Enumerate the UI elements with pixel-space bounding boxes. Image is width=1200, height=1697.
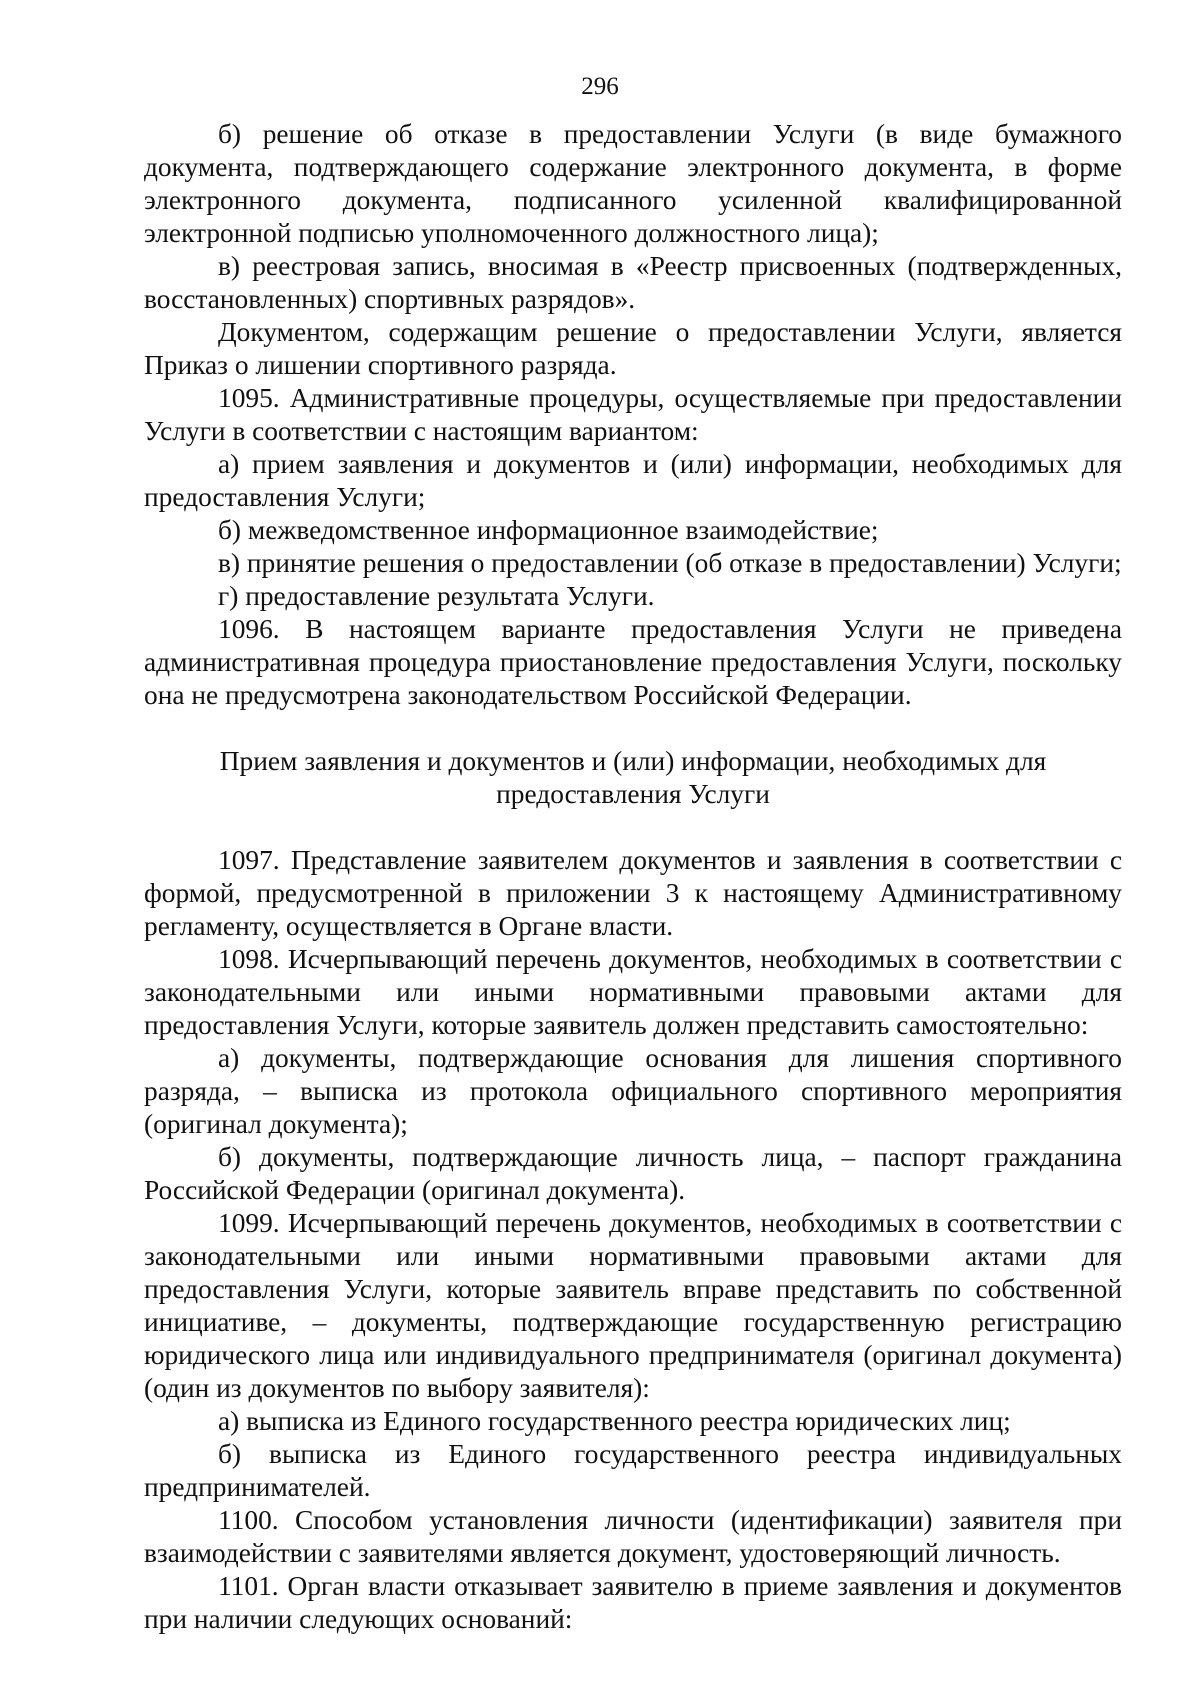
list-item: в) принятие решения о предоставлении (об отказе в предоставлении) Услуги; [218, 548, 1122, 578]
paragraph: б) решение об отказе в предоставлении Услуги (в виде бумажного документа, подтверждающего содержание электронного документа, в форме электронного документа, подписанного усиленной квалифицированной электронной подписью уполномоченного должностного лица); [144, 119, 1122, 248]
paragraph-1097: 1097. Представление заявителем документов и заявления в соответствии с формой, предусмотренной в приложении 3 к настоящему Административному регламенту, осуществляется в Органе власти. [144, 845, 1122, 941]
paragraph-1099: 1099. Исчерпывающий перечень документов, необходимых в соответствии с законодательными или иными нормативными правовыми актами для предоставления Услуги, которые заявитель вправе представить по собственной инициативе, – документы, подтверждающие государственную регистрацию юридического лица или индивидуального предпринимателя (оригинал документа) (один из документов по выбору заявителя): [144, 1208, 1122, 1403]
paragraph-1100: 1100. Способом установления личности (идентификации) заявителя при взаимодействии с заявителями является документ, удостоверяющий личность. [144, 1505, 1122, 1568]
paragraph: в) реестровая запись, вносимая в «Реестр присвоенных (подтвержденных, восстановленных) спортивных разрядов». [144, 251, 1122, 314]
document-body [144, 118, 1122, 1636]
list-item: б) документы, подтверждающие личность лица, – паспорт гражданина Российской Федерации (оригинал документа). [144, 1142, 1122, 1205]
list-item: а) документы, подтверждающие основания для лишения спортивного разряда, – выписка из протокола официального спортивного мероприятия (оригинал документа); [144, 1043, 1122, 1139]
list-item: г) предоставление результата Услуги. [218, 581, 655, 611]
paragraph-1098: 1098. Исчерпывающий перечень документов, необходимых в соответствии с законодательными или иными нормативными правовыми актами для предоставления Услуги, которые заявитель должен представить самостоятельно: [144, 944, 1122, 1040]
section-heading: Прием заявления и документов и (или) информации, необходимых для предоставления Услуги [219, 746, 1047, 809]
paragraph-1096: 1096. В настоящем варианте предоставления Услуги не приведена административная процедура приостановление предоставления Услуги, поскольку она не предусмотрена законодательством Российской Федерации. [144, 614, 1122, 710]
paragraph-1101: 1101. Орган власти отказывает заявителю в приеме заявления и документов при наличии следующих оснований: [144, 1571, 1122, 1634]
paragraph: Документом, содержащим решение о предоставлении Услуги, является Приказ о лишении спортивного разряда. [144, 317, 1122, 380]
list-item: б) межведомственное информационное взаимодействие; [218, 515, 879, 545]
page-number: 296 [581, 73, 619, 100]
paragraph-1095: 1095. Административные процедуры, осуществляемые при предоставлении Услуги в соответствии с настоящим вариантом: [144, 383, 1122, 446]
list-item: а) прием заявления и документов и (или) информации, необходимых для предоставления Услуги; [144, 449, 1122, 512]
list-item: а) выписка из Единого государственного реестра юридических лиц; [218, 1406, 1011, 1436]
list-item: б) выписка из Единого государственного реестра индивидуальных предпринимателей. [144, 1439, 1122, 1502]
